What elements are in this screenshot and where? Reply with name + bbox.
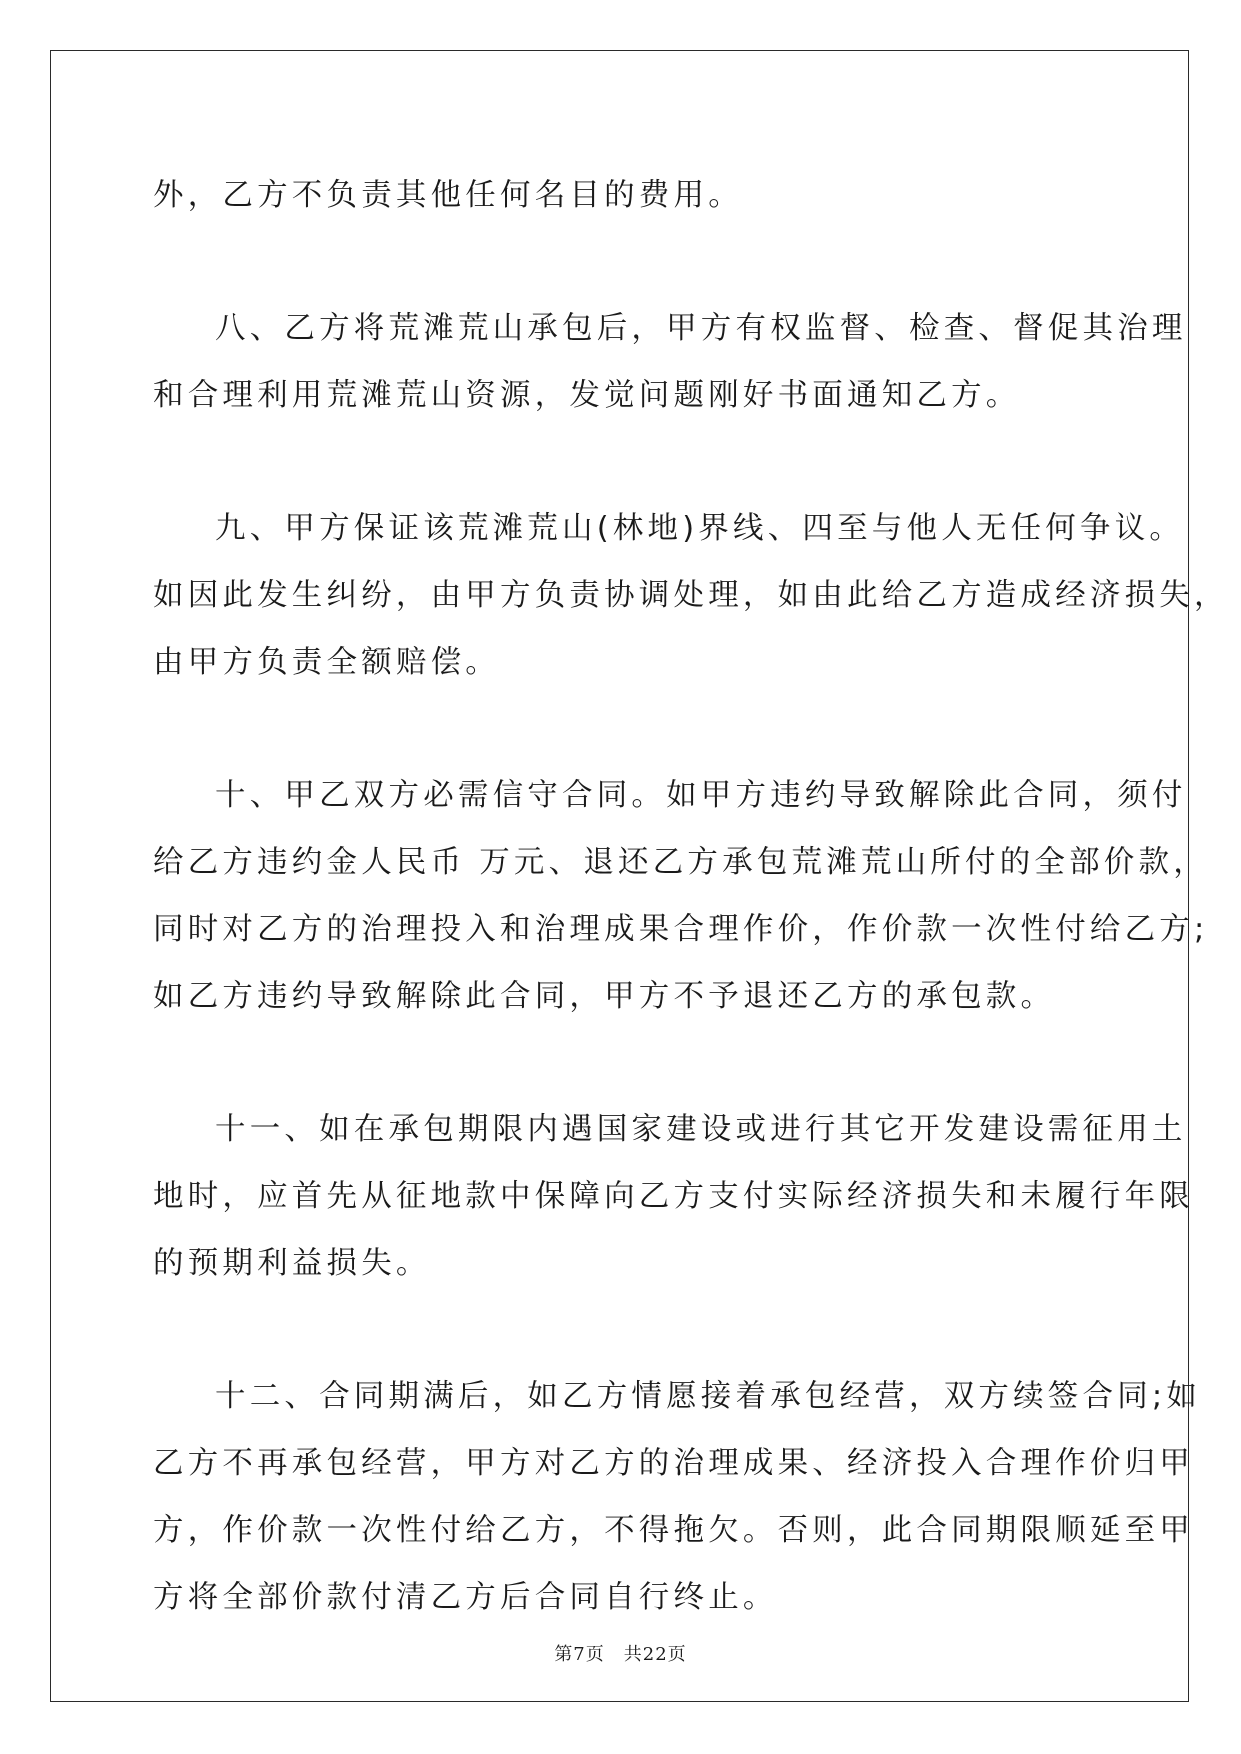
- text-line: 如乙方违约导致解除此合同，甲方不予退还乙方的承包款。: [153, 979, 1056, 1014]
- text-line: 外，乙方不负责其他任何名目的费用。: [153, 178, 743, 213]
- text-line: 十一、如在承包期限内遇国家建设或进行其它开发建设需征用土: [215, 1112, 1187, 1147]
- text-line: 八、乙方将荒滩荒山承包后，甲方有权监督、检查、督促其治理: [215, 311, 1187, 346]
- text-line: 给乙方违约金人民币 万元、退还乙方承包荒滩荒山所付的全部价款，: [153, 845, 1208, 880]
- page-number-footer: 第7页 共22页: [554, 1644, 687, 1665]
- paragraph-clause-12: [153, 1363, 1202, 1631]
- text-line: 十、甲乙双方必需信守合同。如甲方违约导致解除此合同，须付: [215, 778, 1187, 813]
- text-line: 方将全部价款付清乙方后合同自行终止。: [153, 1580, 778, 1615]
- paragraph: [153, 162, 1093, 229]
- text-line: 如因此发生纠纷，由甲方负责协调处理，如由此给乙方造成经济损失，: [153, 578, 1229, 613]
- text-line: 方，作价款一次性付给乙方，不得拖欠。否则，此合同期限顺延至甲: [153, 1513, 1194, 1548]
- text-line: 由甲方负责全额赔偿。: [153, 645, 500, 680]
- text-line: 的预期利益损失。: [153, 1246, 431, 1281]
- text-line: 十二、合同期满后，如乙方情愿接着承包经营，双方续签合同;如: [215, 1379, 1202, 1414]
- paragraph-clause-9: [153, 495, 1229, 696]
- document-body: [153, 162, 1229, 1631]
- text-line: 九、甲方保证该荒滩荒山(林地)界线、四至与他人无任何争议。: [215, 511, 1185, 546]
- text-line: 同时对乙方的治理投入和治理成果合理作价，作价款一次性付给乙方;: [153, 912, 1209, 947]
- text-line: 和合理利用荒滩荒山资源，发觉问题刚好书面通知乙方。: [153, 378, 1021, 413]
- text-line: 乙方不再承包经营，甲方对乙方的治理成果、经济投入合理作价归甲: [153, 1446, 1194, 1481]
- text-line: 地时，应首先从征地款中保障向乙方支付实际经济损失和未履行年限: [153, 1179, 1194, 1214]
- paragraph-clause-10: [153, 762, 1209, 1030]
- paragraph-clause-11: [153, 1096, 1194, 1297]
- paragraph-clause-8: [153, 295, 1187, 429]
